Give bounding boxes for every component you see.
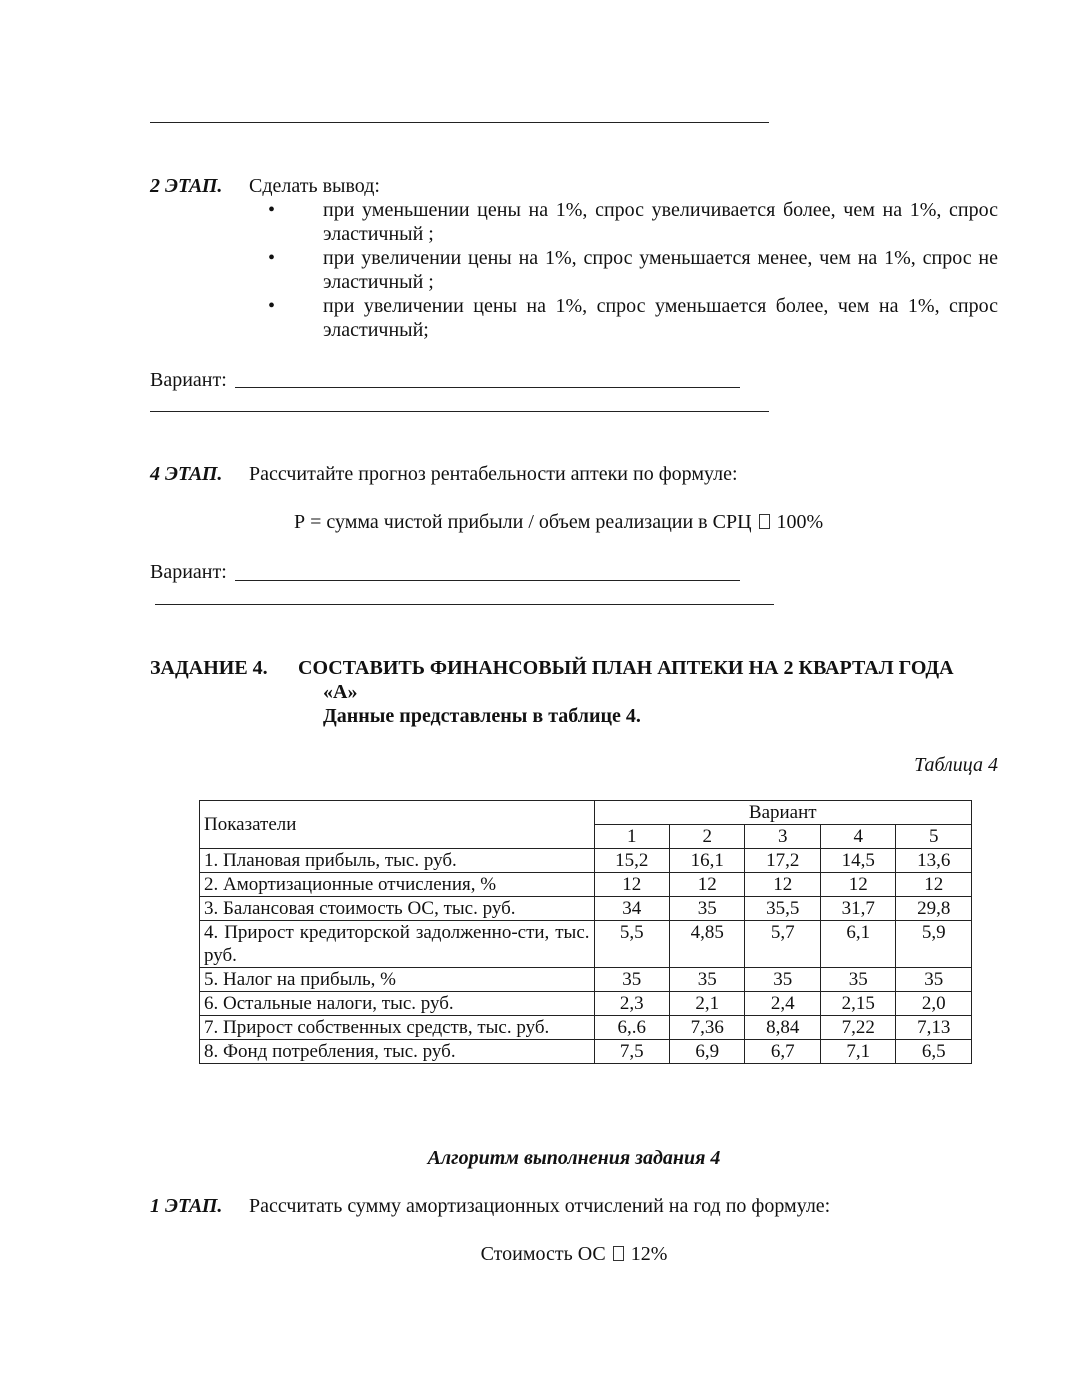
row-label: 4. Прирост кредиторской задолженно-сти, тыс. руб.	[200, 921, 595, 968]
formula-right: 100%	[776, 511, 824, 533]
row-label: 5. Налог на прибыль, %	[200, 968, 595, 992]
cell-value: 14,5	[820, 849, 895, 873]
cell-value: 6,5	[896, 1040, 972, 1064]
cell-value: 7,1	[820, 1040, 895, 1064]
cell-value: 2,0	[896, 992, 972, 1016]
answer-line	[155, 604, 774, 605]
header-indicators: Показатели	[200, 801, 595, 849]
algorithm-title: Алгоритм выполнения задания 4	[427, 1147, 721, 1169]
cell-value: 12	[594, 873, 669, 897]
bullet-symbol: •	[268, 199, 276, 221]
cell-value: 6,7	[745, 1040, 820, 1064]
multiply-symbol-icon	[613, 1246, 624, 1261]
cell-value: 8,84	[745, 1016, 820, 1040]
cell-value: 12	[820, 873, 895, 897]
variant-number: 3	[745, 825, 820, 849]
data-table	[199, 800, 972, 1064]
task4-label: ЗАДАНИЕ 4.	[150, 657, 268, 679]
table-caption: Таблица 4	[914, 754, 998, 776]
variant-label: Вариант:	[150, 369, 227, 391]
variant-number: 5	[896, 825, 972, 849]
variant-number: 4	[820, 825, 895, 849]
table-row	[200, 992, 972, 1016]
table-row	[200, 921, 972, 968]
cell-value: 7,13	[896, 1016, 972, 1040]
table-row	[200, 849, 972, 873]
cell-value: 7,36	[669, 1016, 744, 1040]
table-row	[200, 1016, 972, 1040]
bullet-text: при уменьшении цены на 1%, спрос увеличивается более, чем на 1%, спрос эластичный ;	[323, 199, 998, 245]
cell-value: 4,85	[669, 921, 744, 968]
cell-value: 35,5	[745, 897, 820, 921]
cell-value: 12	[896, 873, 972, 897]
stage4-label: 4 ЭТАП.	[150, 463, 223, 485]
cell-value: 17,2	[745, 849, 820, 873]
answer-line	[235, 387, 740, 388]
formula-right: 12%	[630, 1243, 668, 1265]
row-label: 7. Прирост собственных средств, тыс. руб.	[200, 1016, 595, 1040]
table-row	[200, 897, 972, 921]
cell-value: 6,.6	[594, 1016, 669, 1040]
table-row	[200, 1040, 972, 1064]
cell-value: 12	[745, 873, 820, 897]
task4-title-cont: «А»	[323, 681, 358, 703]
cell-value: 2,4	[745, 992, 820, 1016]
profitability-formula	[294, 510, 823, 534]
cell-value: 16,1	[669, 849, 744, 873]
cell-value: 35	[896, 968, 972, 992]
row-label: 2. Амортизационные отчисления, %	[200, 873, 595, 897]
cell-value: 2,15	[820, 992, 895, 1016]
cell-value: 34	[594, 897, 669, 921]
row-label: 6. Остальные налоги, тыс. руб.	[200, 992, 595, 1016]
stage2-label: 2 ЭТАП.	[150, 175, 223, 197]
depreciation-formula	[150, 1242, 998, 1266]
formula-left: Стоимость ОС	[480, 1243, 606, 1265]
bullet-symbol: •	[268, 247, 276, 269]
cell-value: 6,1	[820, 921, 895, 968]
cell-value: 5,9	[896, 921, 972, 968]
header-variant: Вариант	[594, 801, 972, 825]
cell-value: 35	[594, 968, 669, 992]
cell-value: 13,6	[896, 849, 972, 873]
cell-value: 31,7	[820, 897, 895, 921]
stage2-text: Сделать вывод:	[249, 175, 380, 197]
bullet-text: при увеличении цены на 1%, спрос уменьшается более, чем на 1%, спрос эластичный;	[323, 295, 998, 341]
bullet-symbol: •	[268, 295, 276, 317]
cell-value: 12	[669, 873, 744, 897]
task4-title: СОСТАВИТЬ ФИНАНСОВЫЙ ПЛАН АПТЕКИ НА 2 КВАРТАЛ ГОДА	[298, 657, 954, 679]
cell-value: 6,9	[669, 1040, 744, 1064]
row-label: 3. Балансовая стоимость ОС, тыс. руб.	[200, 897, 595, 921]
variant-label: Вариант:	[150, 561, 227, 583]
stage4-text: Рассчитайте прогноз рентабельности аптеки по формуле:	[249, 463, 738, 485]
algo-stage1-label: 1 ЭТАП.	[150, 1195, 223, 1217]
row-label: 8. Фонд потребления, тыс. руб.	[200, 1040, 595, 1064]
table-row	[200, 873, 972, 897]
cell-value: 29,8	[896, 897, 972, 921]
cell-value: 15,2	[594, 849, 669, 873]
cell-value: 2,3	[594, 992, 669, 1016]
cell-value: 5,7	[745, 921, 820, 968]
cell-value: 35	[745, 968, 820, 992]
cell-value: 35	[820, 968, 895, 992]
cell-value: 2,1	[669, 992, 744, 1016]
table-header-row	[200, 801, 972, 825]
row-label: 1. Плановая прибыль, тыс. руб.	[200, 849, 595, 873]
multiply-symbol-icon	[759, 514, 770, 529]
table-row	[200, 968, 972, 992]
cell-value: 7,22	[820, 1016, 895, 1040]
variant-number: 1	[594, 825, 669, 849]
task4-subtitle: Данные представлены в таблице 4.	[323, 705, 641, 727]
algo-stage1-text: Рассчитать сумму амортизационных отчислений на год по формуле:	[249, 1195, 831, 1217]
cell-value: 5,5	[594, 921, 669, 968]
bullet-text: при увеличении цены на 1%, спрос уменьшается менее, чем на 1%, спрос не эластичный ;	[323, 247, 998, 293]
answer-line	[235, 580, 740, 581]
cell-value: 35	[669, 968, 744, 992]
blank-line	[150, 122, 769, 123]
variant-number: 2	[669, 825, 744, 849]
formula-left: Р = сумма чистой прибыли / объем реализации в СРЦ	[294, 511, 752, 533]
cell-value: 7,5	[594, 1040, 669, 1064]
answer-line	[150, 411, 769, 412]
cell-value: 35	[669, 897, 744, 921]
